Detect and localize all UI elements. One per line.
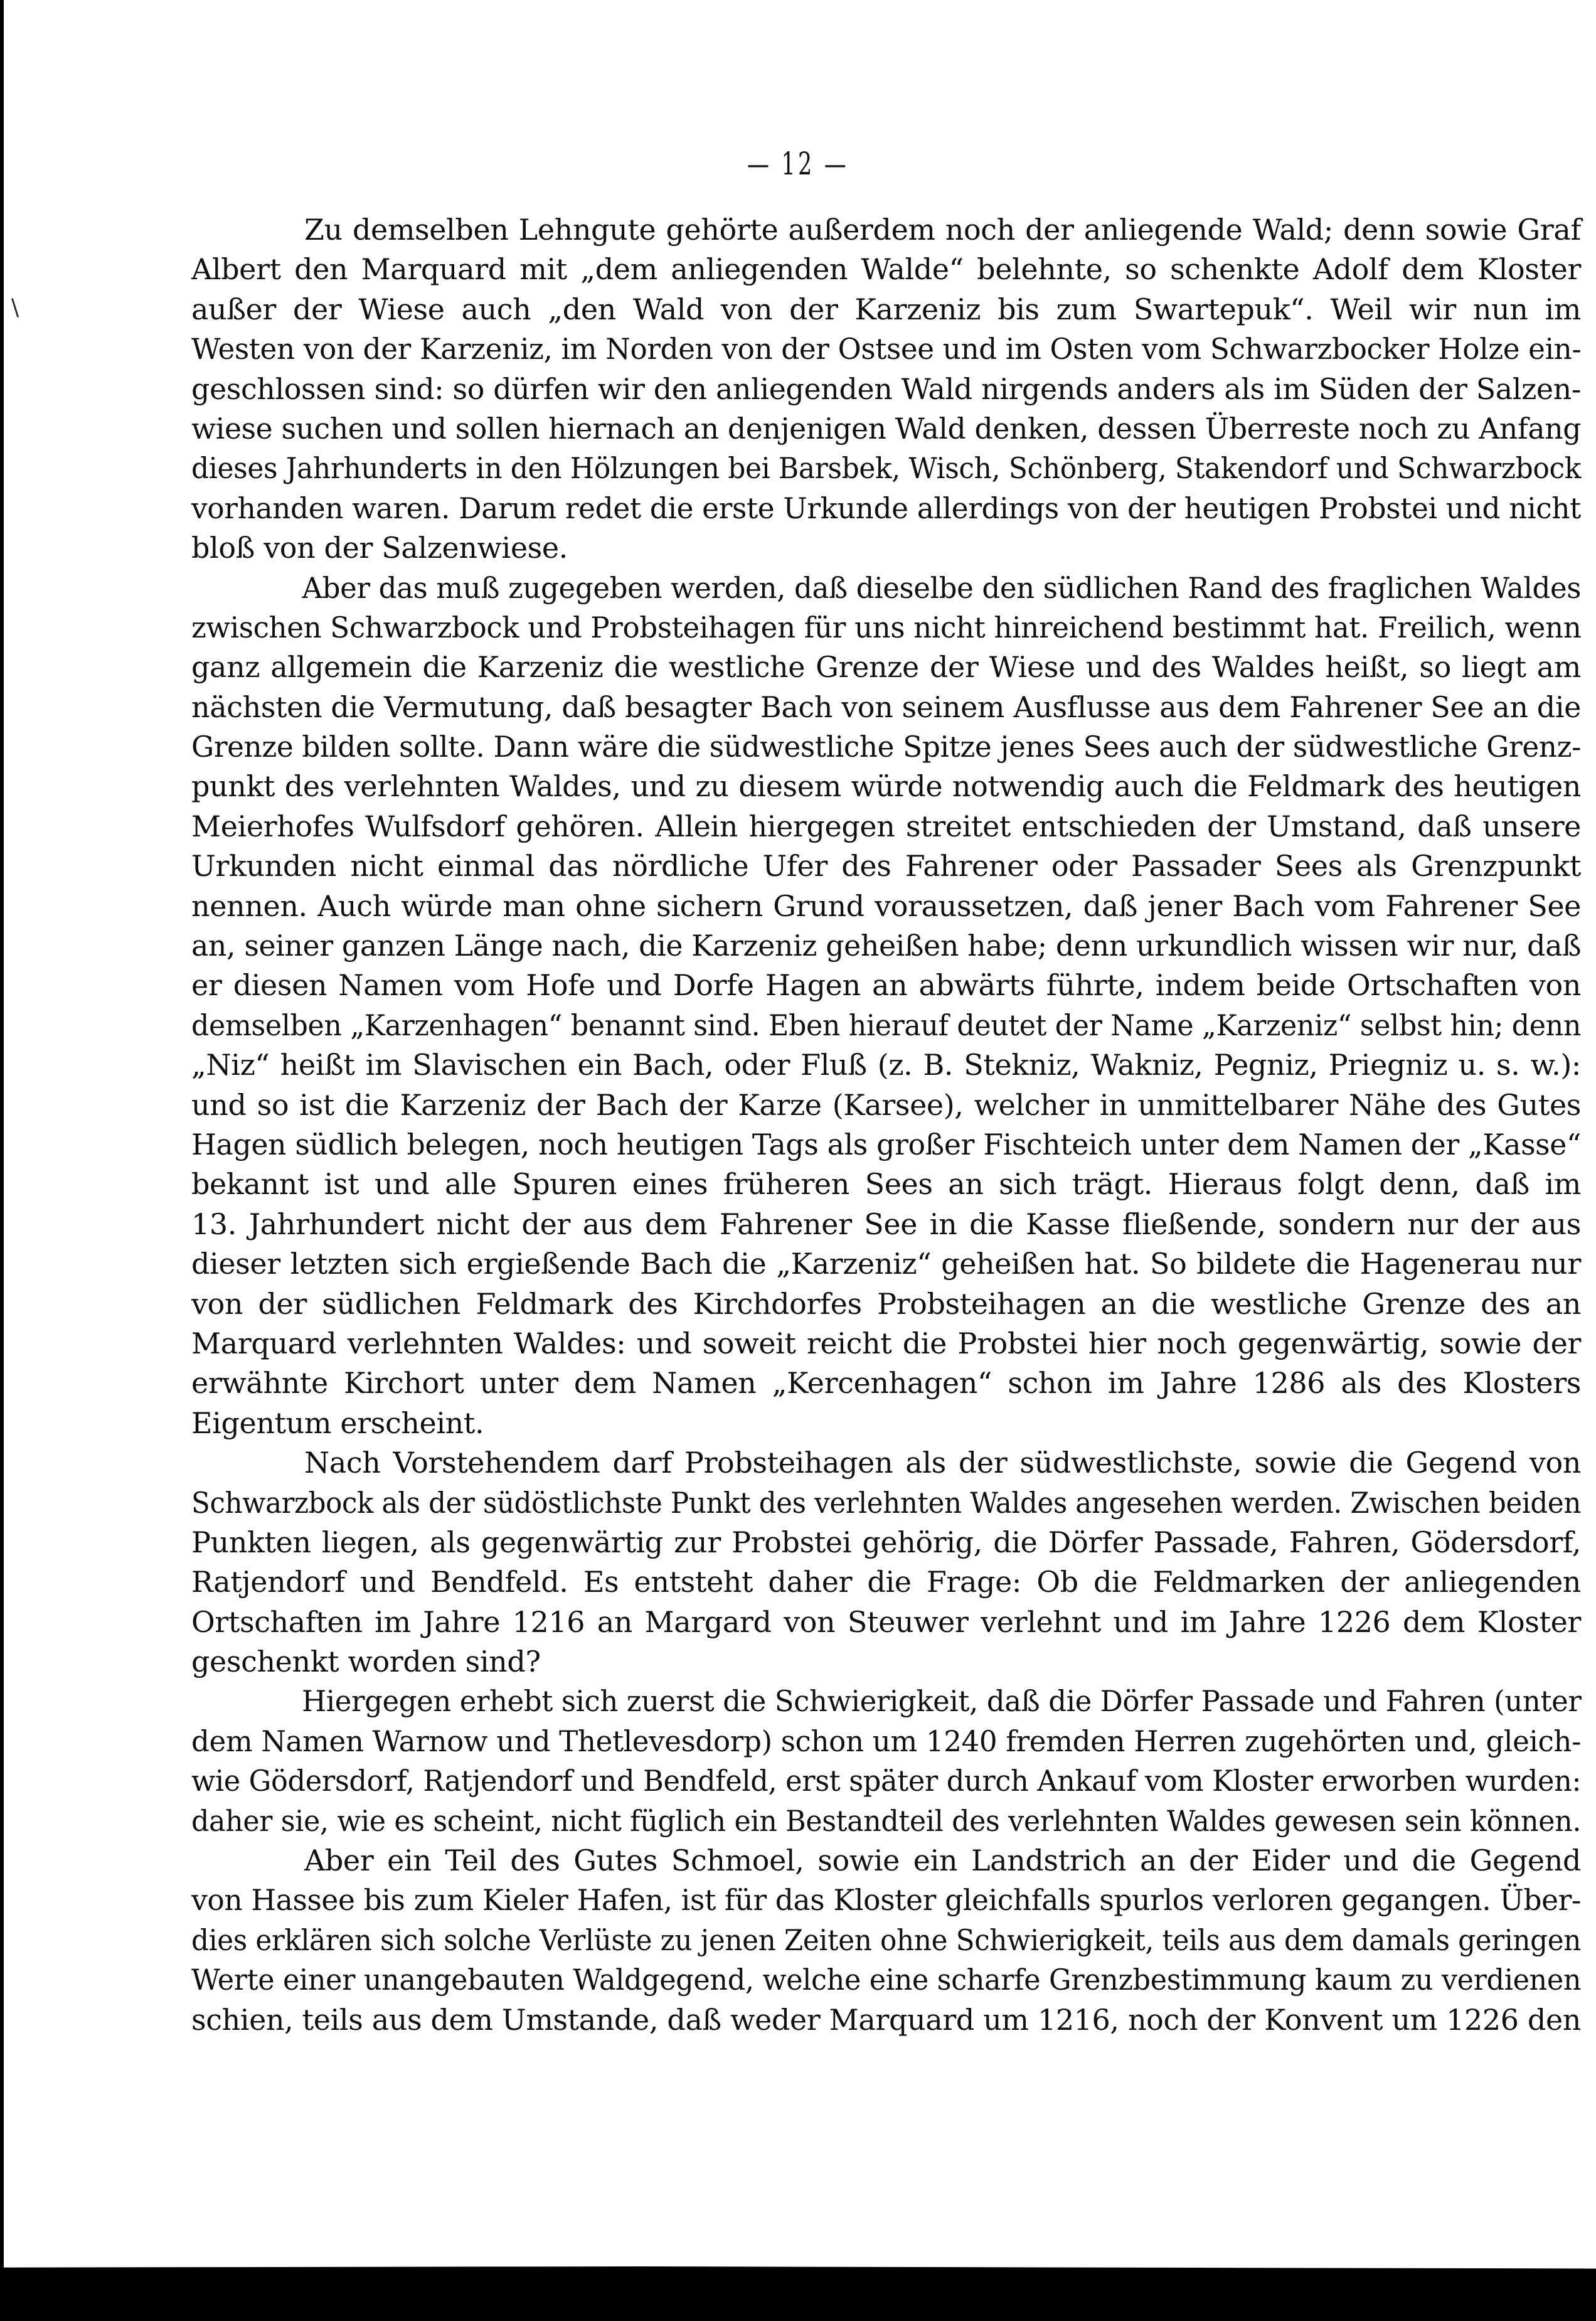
text-line: außer der Wiese auch „den Wald von der Karzeniz bis zum Swartepuk“. Weil wir nun im xyxy=(191,292,1581,326)
text-line: Ratjendorf und Bendfeld. Es entsteht daher die Frage: Ob die Feldmarken der anliegenden xyxy=(191,1565,1581,1599)
text-line: Marquard verlehnten Waldes: und soweit reicht die Probstei hier noch gegenwärtig, sowie der xyxy=(191,1326,1581,1360)
text-line: Urkunden nicht einmal das nördliche Ufer des Fahrener oder Passader Sees als Grenzpunkt xyxy=(191,849,1581,883)
text-line: bekannt ist und alle Spuren eines früheren Sees an sich trägt. Hieraus folgt denn, daß im xyxy=(191,1167,1581,1202)
scan-left-edge xyxy=(0,0,4,2271)
text-line: an, seiner ganzen Länge nach, die Karzeniz geheißen habe; denn urkundlich wissen wir nur, daß xyxy=(191,929,1582,963)
text-line: nächsten die Vermutung, daß besagter Bach von seinem Ausflusse aus dem Fahrener See an die xyxy=(191,690,1581,724)
text-line: geschenkt worden sind? xyxy=(191,1645,541,1679)
text-line: von der südlichen Feldmark des Kirchdorfes Probsteihagen an die westliche Grenze des an xyxy=(191,1286,1581,1321)
text-line: Hagen südlich belegen, noch heutigen Tags als großer Fischteich unter dem Namen der „Kasse“ xyxy=(191,1127,1581,1161)
text-line: demselben „Karzenhagen“ benannt sind. Eben hierauf deutet der Name „Karzeniz“ selbst hin; denn xyxy=(191,1008,1581,1042)
text-line: Nach Vorstehendem darf Probsteihagen als der südwestlichste, sowie die Gegend von xyxy=(304,1446,1581,1480)
text-line: Aber das muß zugegeben werden, daß dieselbe den südlichen Rand des fraglichen Waldes xyxy=(302,570,1581,605)
text-line: Meierhofes Wulfsdorf gehören. Allein hiergegen streitet entschieden der Umstand, daß unsere xyxy=(191,809,1581,843)
text-line: dies erklären sich solche Verlüste zu jenen Zeiten ohne Schwierigkeit, teils aus dem damals geringen xyxy=(191,1923,1581,1957)
text-line: daher sie, wie es scheint, nicht füglich ein Bestandteil des verlehnten Waldes gewesen sein können. xyxy=(191,1803,1582,1838)
text-line: bloß von der Salzenwiese. xyxy=(191,531,568,565)
text-line: Albert den Marquard mit „dem anliegenden Walde“ belehnte, so schenkte Adolf dem Kloster xyxy=(191,252,1581,287)
scan-bottom-edge xyxy=(0,2266,1596,2321)
document-body xyxy=(191,210,1581,2040)
text-line: 13. Jahrhundert nicht der aus dem Fahrener See in die Kasse fließende, sondern nur der aus xyxy=(191,1207,1581,1241)
text-line: Aber ein Teil des Gutes Schmoel, sowie ein Landstrich an der Eider und die Gegend xyxy=(304,1843,1581,1878)
text-line: ganz allgemein die Karzeniz die westliche Grenze der Wiese und des Waldes heißt, so liegt am xyxy=(191,650,1581,685)
text-line: Punkten liegen, als gegenwärtig zur Probstei gehörig, die Dörfer Passade, Fahren, Gödersdorf, xyxy=(191,1525,1581,1559)
text-line: dieser letzten sich ergießende Bach die „Karzeniz“ geheißen hat. So bildete die Hagenerau nur xyxy=(191,1247,1581,1281)
text-line: Eigentum erscheint. xyxy=(191,1406,484,1440)
text-line: punkt des verlehnten Waldes, und zu diesem würde notwendig auch die Feldmark des heutigen xyxy=(191,769,1581,804)
text-line: nennen. Auch würde man ohne sichern Grund voraussetzen, daß jener Bach vom Fahrener See xyxy=(191,888,1581,923)
text-line: Ortschaften im Jahre 1216 an Margard von Steuwer verlehnt und im Jahre 1226 dem Kloster xyxy=(191,1604,1581,1639)
text-line: und so ist die Karzeniz der Bach der Karze (Karsee), welcher in unmittelbarer Nähe des Gutes xyxy=(191,1087,1581,1122)
text-line: vorhanden waren. Darum redet die erste Urkunde allerdings von der heutigen Probstei und nicht xyxy=(191,491,1582,525)
text-line: wie Gödersdorf, Ratjendorf und Bendfeld, erst später durch Ankauf vom Kloster erworben wurden: xyxy=(191,1764,1582,1798)
text-line: dieses Jahrhunderts in den Hölzungen bei Barsbek, Wisch, Schönberg, Stakendorf und Schwarzbock xyxy=(191,451,1581,486)
margin-mark: \ xyxy=(11,295,19,321)
text-line: Grenze bilden sollte. Dann wäre die südwestliche Spitze jenes Sees auch der südwestliche Grenz- xyxy=(191,730,1581,764)
text-line: Werte einer unangebauten Waldgegend, welche eine scharfe Grenzbestimmung kaum zu verdienen xyxy=(191,1963,1582,1997)
text-line: Westen von der Karzeniz, im Norden von der Ostsee und im Osten vom Schwarzbocker Holze ein- xyxy=(191,332,1582,366)
text-line: zwischen Schwarzbock und Probsteihagen für uns nicht hinreichend bestimmt hat. Freilich, wenn xyxy=(191,610,1582,644)
text-line: Zu demselben Lehngute gehörte außerdem noch der anliegende Wald; denn sowie Graf xyxy=(304,213,1581,247)
page-number: — 12 — xyxy=(747,146,849,182)
text-line: von Hassee bis zum Kieler Hafen, ist für das Kloster gleichfalls spurlos verloren gegangen. Über- xyxy=(191,1883,1582,1918)
text-line: Schwarzbock als der südöstlichste Punkt des verlehnten Waldes angesehen werden. Zwischen beiden xyxy=(191,1485,1581,1520)
text-line: er diesen Namen vom Hofe und Dorfe Hagen an abwärts führte, indem beide Ortschaften von xyxy=(191,968,1581,1003)
text-line: schien, teils aus dem Umstande, daß weder Marquard um 1216, noch der Konvent um 1226 den xyxy=(191,2002,1581,2037)
text-line: erwähnte Kirchort unter dem Namen „Kercenhagen“ schon im Jahre 1286 als des Klosters xyxy=(191,1366,1581,1401)
text-line: „Niz“ heißt im Slavischen ein Bach, oder Fluß (z. B. Stekniz, Wakniz, Pegniz, Priegniz u. s. w.): xyxy=(191,1048,1581,1082)
text-line: geschlossen sind: so dürfen wir den anliegenden Wald nirgends anders als im Süden der Salzen- xyxy=(191,371,1581,406)
text-line: Hiergegen erhebt sich zuerst die Schwierigkeit, daß die Dörfer Passade und Fahren (unter xyxy=(301,1684,1582,1719)
text-line: dem Namen Warnow und Thetlevesdorp) schon um 1240 fremden Herren zugehörten und, gleich- xyxy=(191,1724,1581,1758)
text-line: wiese suchen und sollen hiernach an denjenigen Wald denken, dessen Überreste noch zu Anfang xyxy=(191,411,1582,446)
